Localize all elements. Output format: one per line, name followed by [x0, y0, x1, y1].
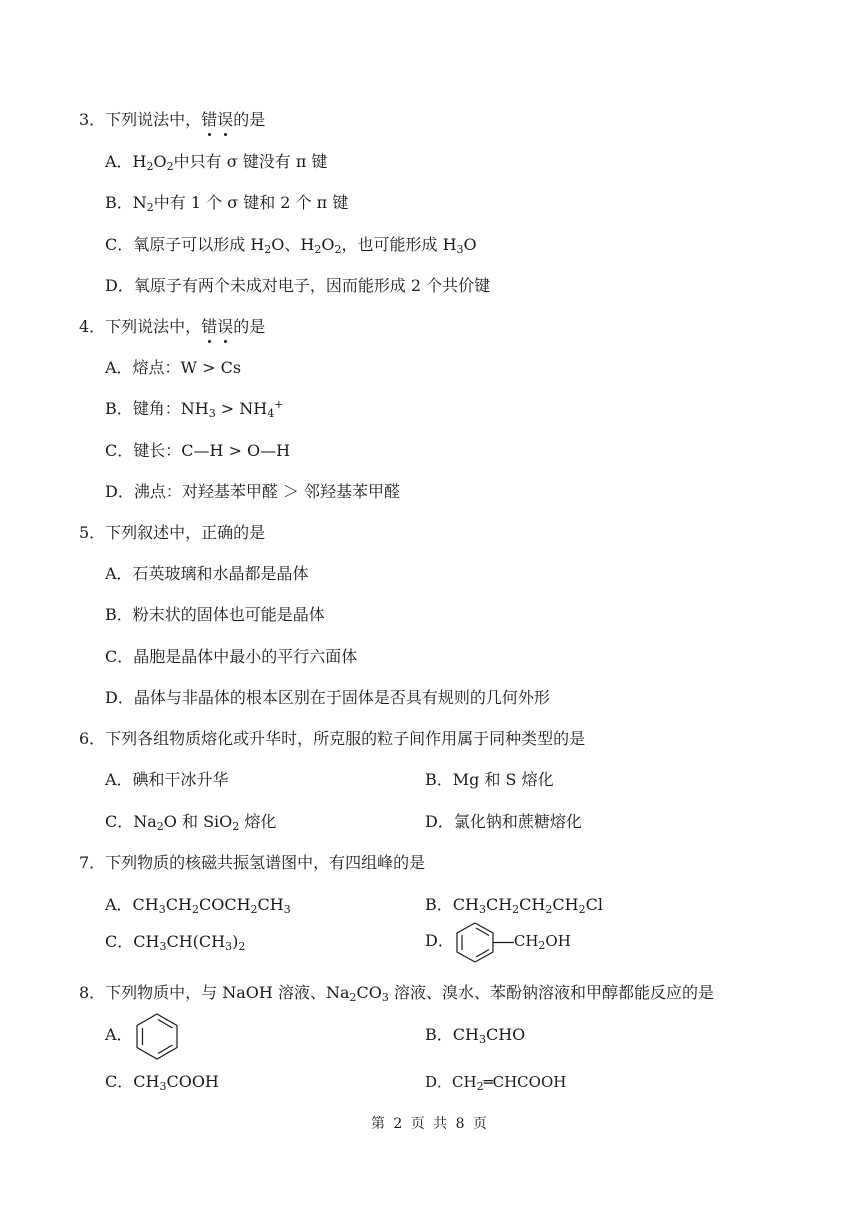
q4-option-d: D．沸点：对羟基苯甲醛 ＞ 邻羟基苯甲醛 [105, 482, 401, 501]
emphasis-mark: 误 [217, 110, 234, 129]
q8-option-a: A． [105, 1010, 181, 1061]
q4-option-b: B．键角：$NH_3 > NH_4^+$ [105, 398, 284, 420]
q7-option-a: A．$CH_3CH_2COCH_2CH_3$ [105, 895, 291, 916]
q6-option-c: C．$Na_2O$ 和 SiO$_2$ 熔化 [105, 812, 277, 833]
q5-option-a: A．石英玻璃和水晶都是晶体 [105, 564, 309, 583]
q6-option-a: A．碘和干冰升华 [105, 770, 229, 789]
q8-option-b: B．$CH_3CHO$ [425, 1025, 526, 1046]
emphasis-mark: 错 [201, 317, 218, 336]
q7-option-b: B．$CH_3CH_2CH_2CH_2Cl$ [425, 895, 603, 916]
q5-option-c: C．晶胞是晶体中最小的平行六面体 [105, 647, 358, 666]
question-8-stem: 8．下列物质中，与 NaOH 溶液、$Na_2CO_3$ 溶液、溴水、苯酚钠溶液和甲醇都能反应的是 [79, 983, 714, 1004]
question-4-stem: 4．下列说法中，错误的是 [79, 317, 266, 336]
q7-d-substituent: $CH_2OH$ [513, 932, 571, 952]
q7-option-d: D． $CH_2OH$ [425, 918, 571, 965]
page-footer: 第 2 页 共 8 页 [370, 1116, 490, 1132]
benzene-ring-icon [133, 1011, 181, 1061]
q3-option-c: C．氧原子可以形成 $H_2O$、$H_2O_2$，也可能形成 $H_3O$ [105, 235, 477, 256]
question-7-stem: 7．下列物质的核磁共振氢谱图中，有四组峰的是 [79, 853, 426, 872]
emphasis-mark: 误 [217, 317, 234, 336]
q7-option-c: C．$CH_3CH(CH_3)_2$ [105, 932, 246, 953]
question-5-stem: 5．下列叙述中，正确的是 [79, 523, 266, 542]
q3-option-a: A．$H_2O_2$中只有 σ 键没有 π 键 [105, 152, 328, 173]
q6-option-b: B．Mg 和 S 熔化 [425, 770, 554, 789]
q4-option-a: A．熔点：W > Cs [105, 358, 242, 377]
q3-option-d: D．氧原子有两个未成对电子，因而能形成 2 个共价键 [105, 276, 491, 295]
q3-option-b: B．$N_2$中有 1 个 σ 键和 2 个 π 键 [105, 193, 349, 214]
q6-option-d: D．氯化钠和蔗糖熔化 [425, 812, 582, 831]
emphasis-mark: 错 [201, 110, 218, 129]
q8-option-c: C．$CH_3COOH$ [105, 1072, 219, 1093]
q5-option-d: D．晶体与非晶体的根本区别在于固体是否具有规则的几何外形 [105, 688, 550, 707]
q8-option-d: D．$CH_2═CHCOOH$ [425, 1073, 567, 1093]
q4-option-c: C．键长：C—H > O—H [105, 441, 291, 460]
q5-option-b: B．粉末状的固体也可能是晶体 [105, 605, 325, 624]
question-3-stem: 3．下列说法中，错误的是 [79, 110, 266, 129]
question-6-stem: 6．下列各组物质熔化或升华时，所克服的粒子间作用属于同种类型的是 [79, 729, 586, 748]
